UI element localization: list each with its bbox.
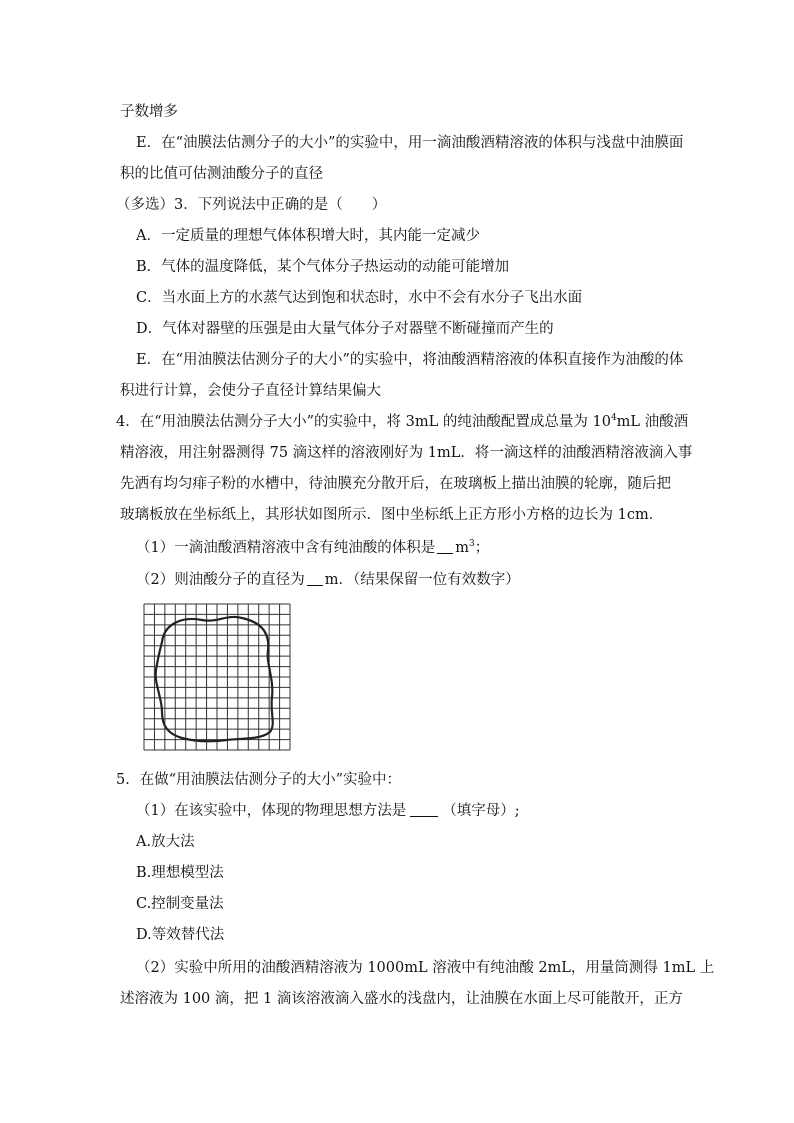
option-e-line-1: E．在“油膜法估测分子的大小”的实验中，用一滴油酸酒精溶液的体积与浅盘中油膜面 xyxy=(136,135,684,151)
question-4-line-1 xyxy=(116,412,689,432)
question-5-option-d: D.等效替代法 xyxy=(136,927,225,943)
question-5-option-a: A.放大法 xyxy=(136,834,195,850)
question-3-option-a: A．一定质量的理想气体体积增大时，其内能一定减少 xyxy=(136,228,480,244)
question-4-sub-2 xyxy=(136,570,696,590)
option-e-line-2: 积的比值可估测油酸分子的直径 xyxy=(120,166,323,182)
answer-blank[interactable] xyxy=(437,539,453,554)
question-3-option-d: D．气体对器壁的压强是由大量气体分子对器壁不断碰撞而产生的 xyxy=(136,321,554,337)
question-5-sub-1 xyxy=(136,801,696,821)
sub-question-text-cont: （填字母）; xyxy=(442,803,520,819)
question-3-option-e-line-1: E．在“用油膜法估测分子的大小”的实验中，将油酸酒精溶液的体积直接作为油酸的体 xyxy=(136,352,684,368)
question-5-option-b: B.理想模型法 xyxy=(136,865,224,881)
exponent: 3 xyxy=(468,539,475,549)
punctuation: ； xyxy=(474,540,490,556)
unit-text: m xyxy=(455,540,469,556)
question-3-option-c: C．当水面上方的水蒸气达到饱和状态时，水中不会有水分子飞出水面 xyxy=(136,290,583,306)
answer-blank[interactable] xyxy=(307,571,323,586)
sub-question-text: （1）在该实验中，体现的物理思想方法是 xyxy=(136,803,407,819)
oil-film-grid-figure xyxy=(142,602,292,752)
question-5-option-c: C.控制变量法 xyxy=(136,896,224,912)
question-3-stem: （多选）3．下列说法中正确的是（ ） xyxy=(116,197,387,213)
question-4-text: 4．在“用油膜法估测分子大小”的实验中，将 3mL 的纯油酸配置成总量为 10 xyxy=(116,414,611,430)
question-3-option-e-line-2: 积进行计算，会使分子直径计算结果偏大 xyxy=(120,383,381,399)
question-5-sub-2-line-1: （2）实验中所用的油酸酒精溶液为 1000mL 溶液中有纯油酸 2mL，用量筒测得 1mL 上 xyxy=(136,960,715,976)
question-5-stem: 5．在做“用油膜法估测分子的大小”实验中： xyxy=(116,772,402,788)
question-3-option-b: B．气体的温度降低，某个气体分子热运动的动能可能增加 xyxy=(136,259,510,275)
question-4-sub-1 xyxy=(136,538,696,558)
unit-text: m．（结果保留一位有效数字） xyxy=(324,572,520,588)
question-4-text-cont: mL 油酸酒 xyxy=(616,414,689,430)
question-4-line-2: 精溶液，用注射器测得 75 滴这样的溶液刚好为 1mL．将一滴这样的油酸酒精溶液滴入事 xyxy=(120,445,693,461)
question-5-sub-2-line-2: 述溶液为 100 滴，把 1 滴该溶液滴入盛水的浅盘内，让油膜在水面上尽可能散开，正方 xyxy=(120,991,683,1007)
text-line: 子数增多 xyxy=(120,104,178,120)
question-4-line-4: 玻璃板放在坐标纸上，其形状如图所示．图中坐标纸上正方形小方格的边长为 1cm． xyxy=(120,507,664,523)
question-4-line-3: 先洒有均匀痱子粉的水槽中，待油膜充分散开后，在玻璃板上描出油膜的轮廓，随后把 xyxy=(120,476,671,492)
sub-question-text: （1）一滴油酸酒精溶液中含有纯油酸的体积是 xyxy=(136,540,436,556)
answer-blank[interactable] xyxy=(410,802,438,817)
exponent: 4 xyxy=(610,413,617,423)
sub-question-text: （2）则油酸分子的直径为 xyxy=(136,572,305,588)
